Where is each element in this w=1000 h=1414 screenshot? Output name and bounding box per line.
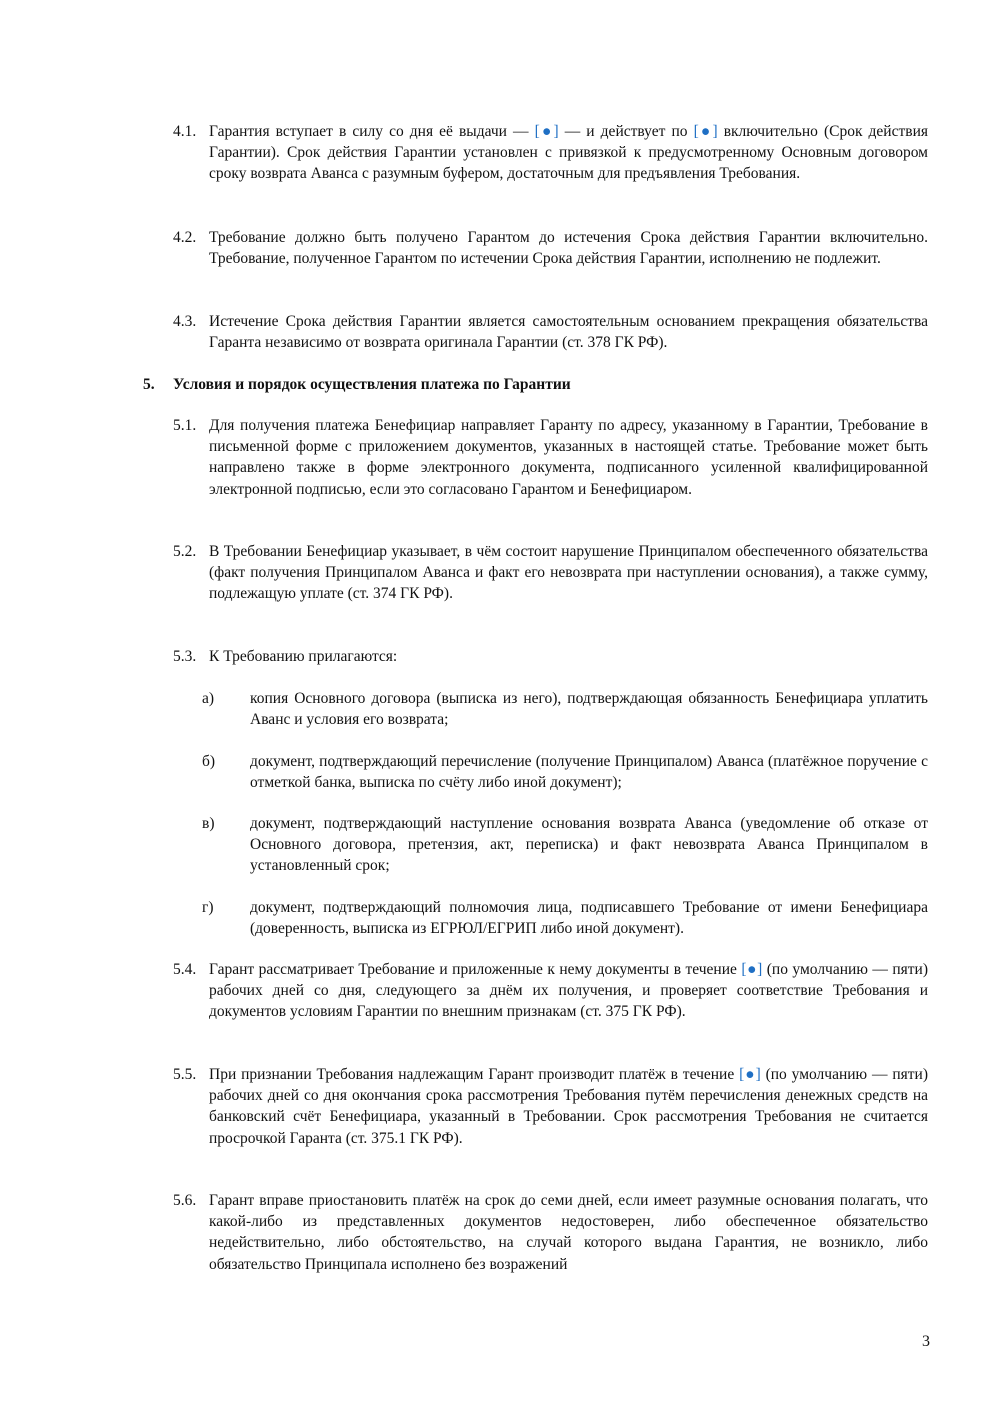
clause-4-1 bbox=[173, 121, 928, 185]
clause-text: Для получения платежа Бенефициар направляет Гаранту по адресу, указанному в Гарантии, Требование в письменной форме с приложением документов, указанных в настоящей статье. Требование может быть направлено также в форме электронного документа, подписанного усиленной квалифицированной электронной подписью, если это согласовано Гарантом и Бенефициаром. bbox=[209, 417, 928, 498]
placeholder-marker: [●] bbox=[739, 1066, 761, 1083]
clause-4-2 bbox=[173, 227, 928, 269]
list-item-marker: в) bbox=[202, 815, 215, 832]
clause-5-5 bbox=[173, 1064, 928, 1149]
list-item bbox=[202, 897, 928, 939]
list-item-text: копия Основного договора (выписка из него), подтверждающая обязанность Бенефициара уплатить Аванс и условия его возврата; bbox=[250, 690, 928, 729]
clause-5-3 bbox=[173, 646, 928, 667]
clause-text: В Требовании Бенефициар указывает, в чём состоит нарушение Принципалом обеспеченного обязательства (факт получения Принципалом Аванса и факт его невозврата при наступлении основания), а также сумму, подлежащую уплате (ст. 374 ГК РФ). bbox=[209, 543, 928, 603]
clause-text bbox=[209, 121, 928, 185]
clause-text-part: (по умолчанию — пяти) рабочих дней со дня окончания срока рассмотрения Требования путём перечисления денежных средств на банковский счёт Бенефициара, указанный в Требовании. Срок рассмотрения Требования не считается просрочкой Гаранта (ст. 375.1 ГК РФ). bbox=[209, 1066, 929, 1147]
list-item bbox=[202, 751, 928, 793]
page-number: 3 bbox=[922, 1333, 930, 1350]
clause-text-part: Гарантия вступает в силу со дня её выдачи — bbox=[209, 123, 535, 140]
list-item-text: документ, подтверждающий наступление основания возврата Аванса (уведомление об отказе от Основного договора, претензия, акт, переписка) и факт невозврата Аванса Принципалом в установленный срок; bbox=[250, 815, 928, 875]
clause-4-3 bbox=[173, 311, 928, 353]
clause-number: 5.2. bbox=[173, 543, 197, 560]
clause-text bbox=[209, 959, 928, 1023]
placeholder-marker: [●] bbox=[741, 961, 763, 978]
clause-text-part: включительно (Срок действия Гарантии). Срок действия Гарантии установлен с привязкой к предусмотренному Основным договором сроку возврата Аванса с разумным буфером, достаточным для предъявления Требования. bbox=[209, 123, 928, 183]
list-item bbox=[202, 688, 928, 730]
clause-number: 4.3. bbox=[173, 313, 197, 330]
clause-number: 5.5. bbox=[173, 1066, 197, 1083]
clause-5-2 bbox=[173, 541, 928, 605]
clause-number: 5.4. bbox=[173, 961, 197, 978]
section-number: 5. bbox=[143, 376, 155, 393]
list-item-text: документ, подтверждающий перечисление (получение Принципалом) Аванса (платёжное поручение с отметкой банка, выписка по счёту либо иной документ); bbox=[250, 753, 928, 792]
section-5-heading bbox=[143, 374, 928, 395]
clause-text-part: — и действует по bbox=[558, 123, 694, 140]
section-title: Условия и порядок осуществления платежа по Гарантии bbox=[173, 376, 571, 393]
list-item-marker: а) bbox=[202, 690, 215, 707]
clause-text: Требование должно быть получено Гарантом до истечения Срока действия Гарантии включительно. Требование, полученное Гарантом по истечении Срока действия Гарантии, исполнению не подлежит. bbox=[209, 229, 928, 268]
clause-text: Гарант вправе приостановить платёж на срок до семи дней, если имеет разумные основания полагать, что какой-либо из представленных документов недостоверен, либо обеспеченное обязательство недействительно, либо обстоятельство, на случай которого выдана Гарантия, не возникло, либо обязательство Принципала исполнено без возражений bbox=[209, 1192, 928, 1273]
clause-text: Истечение Срока действия Гарантии является самостоятельным основанием прекращения обязательства Гаранта независимо от возврата оригинала Гарантии (ст. 378 ГК РФ). bbox=[209, 313, 928, 352]
list-item bbox=[202, 813, 928, 877]
clause-5-1 bbox=[173, 415, 928, 500]
list-item-text: документ, подтверждающий полномочия лица, подписавшего Требование от имени Бенефициара (доверенность, выписка из ЕГРЮЛ/ЕГРИП либо иной документ). bbox=[250, 899, 928, 938]
clause-number: 5.3. bbox=[173, 648, 197, 665]
clause-text: К Требованию прилагаются: bbox=[209, 648, 398, 665]
clause-text bbox=[209, 1064, 928, 1149]
placeholder-marker: [●] bbox=[693, 123, 718, 140]
clause-5-4 bbox=[173, 959, 928, 1023]
clause-text-part: При признании Требования надлежащим Гарант производит платёж в течение bbox=[209, 1066, 740, 1083]
list-item-marker: г) bbox=[202, 899, 214, 916]
clause-number: 5.6. bbox=[173, 1192, 197, 1209]
placeholder-marker: [●] bbox=[534, 123, 559, 140]
clause-5-6 bbox=[173, 1190, 928, 1275]
clause-number: 4.1. bbox=[173, 123, 197, 140]
clause-text-part: (по умолчанию — пяти) рабочих дней со дня, следующего за днём их получения, и проверяет соответствие Требования и документов условиям Гарантии по внешним признакам (ст. 375 ГК РФ). bbox=[209, 961, 928, 1021]
clause-number: 4.2. bbox=[173, 229, 197, 246]
clause-text-part: Гарант рассматривает Требование и приложенные к нему документы в течение bbox=[209, 961, 742, 978]
list-item-marker: б) bbox=[202, 753, 216, 770]
clause-number: 5.1. bbox=[173, 417, 197, 434]
